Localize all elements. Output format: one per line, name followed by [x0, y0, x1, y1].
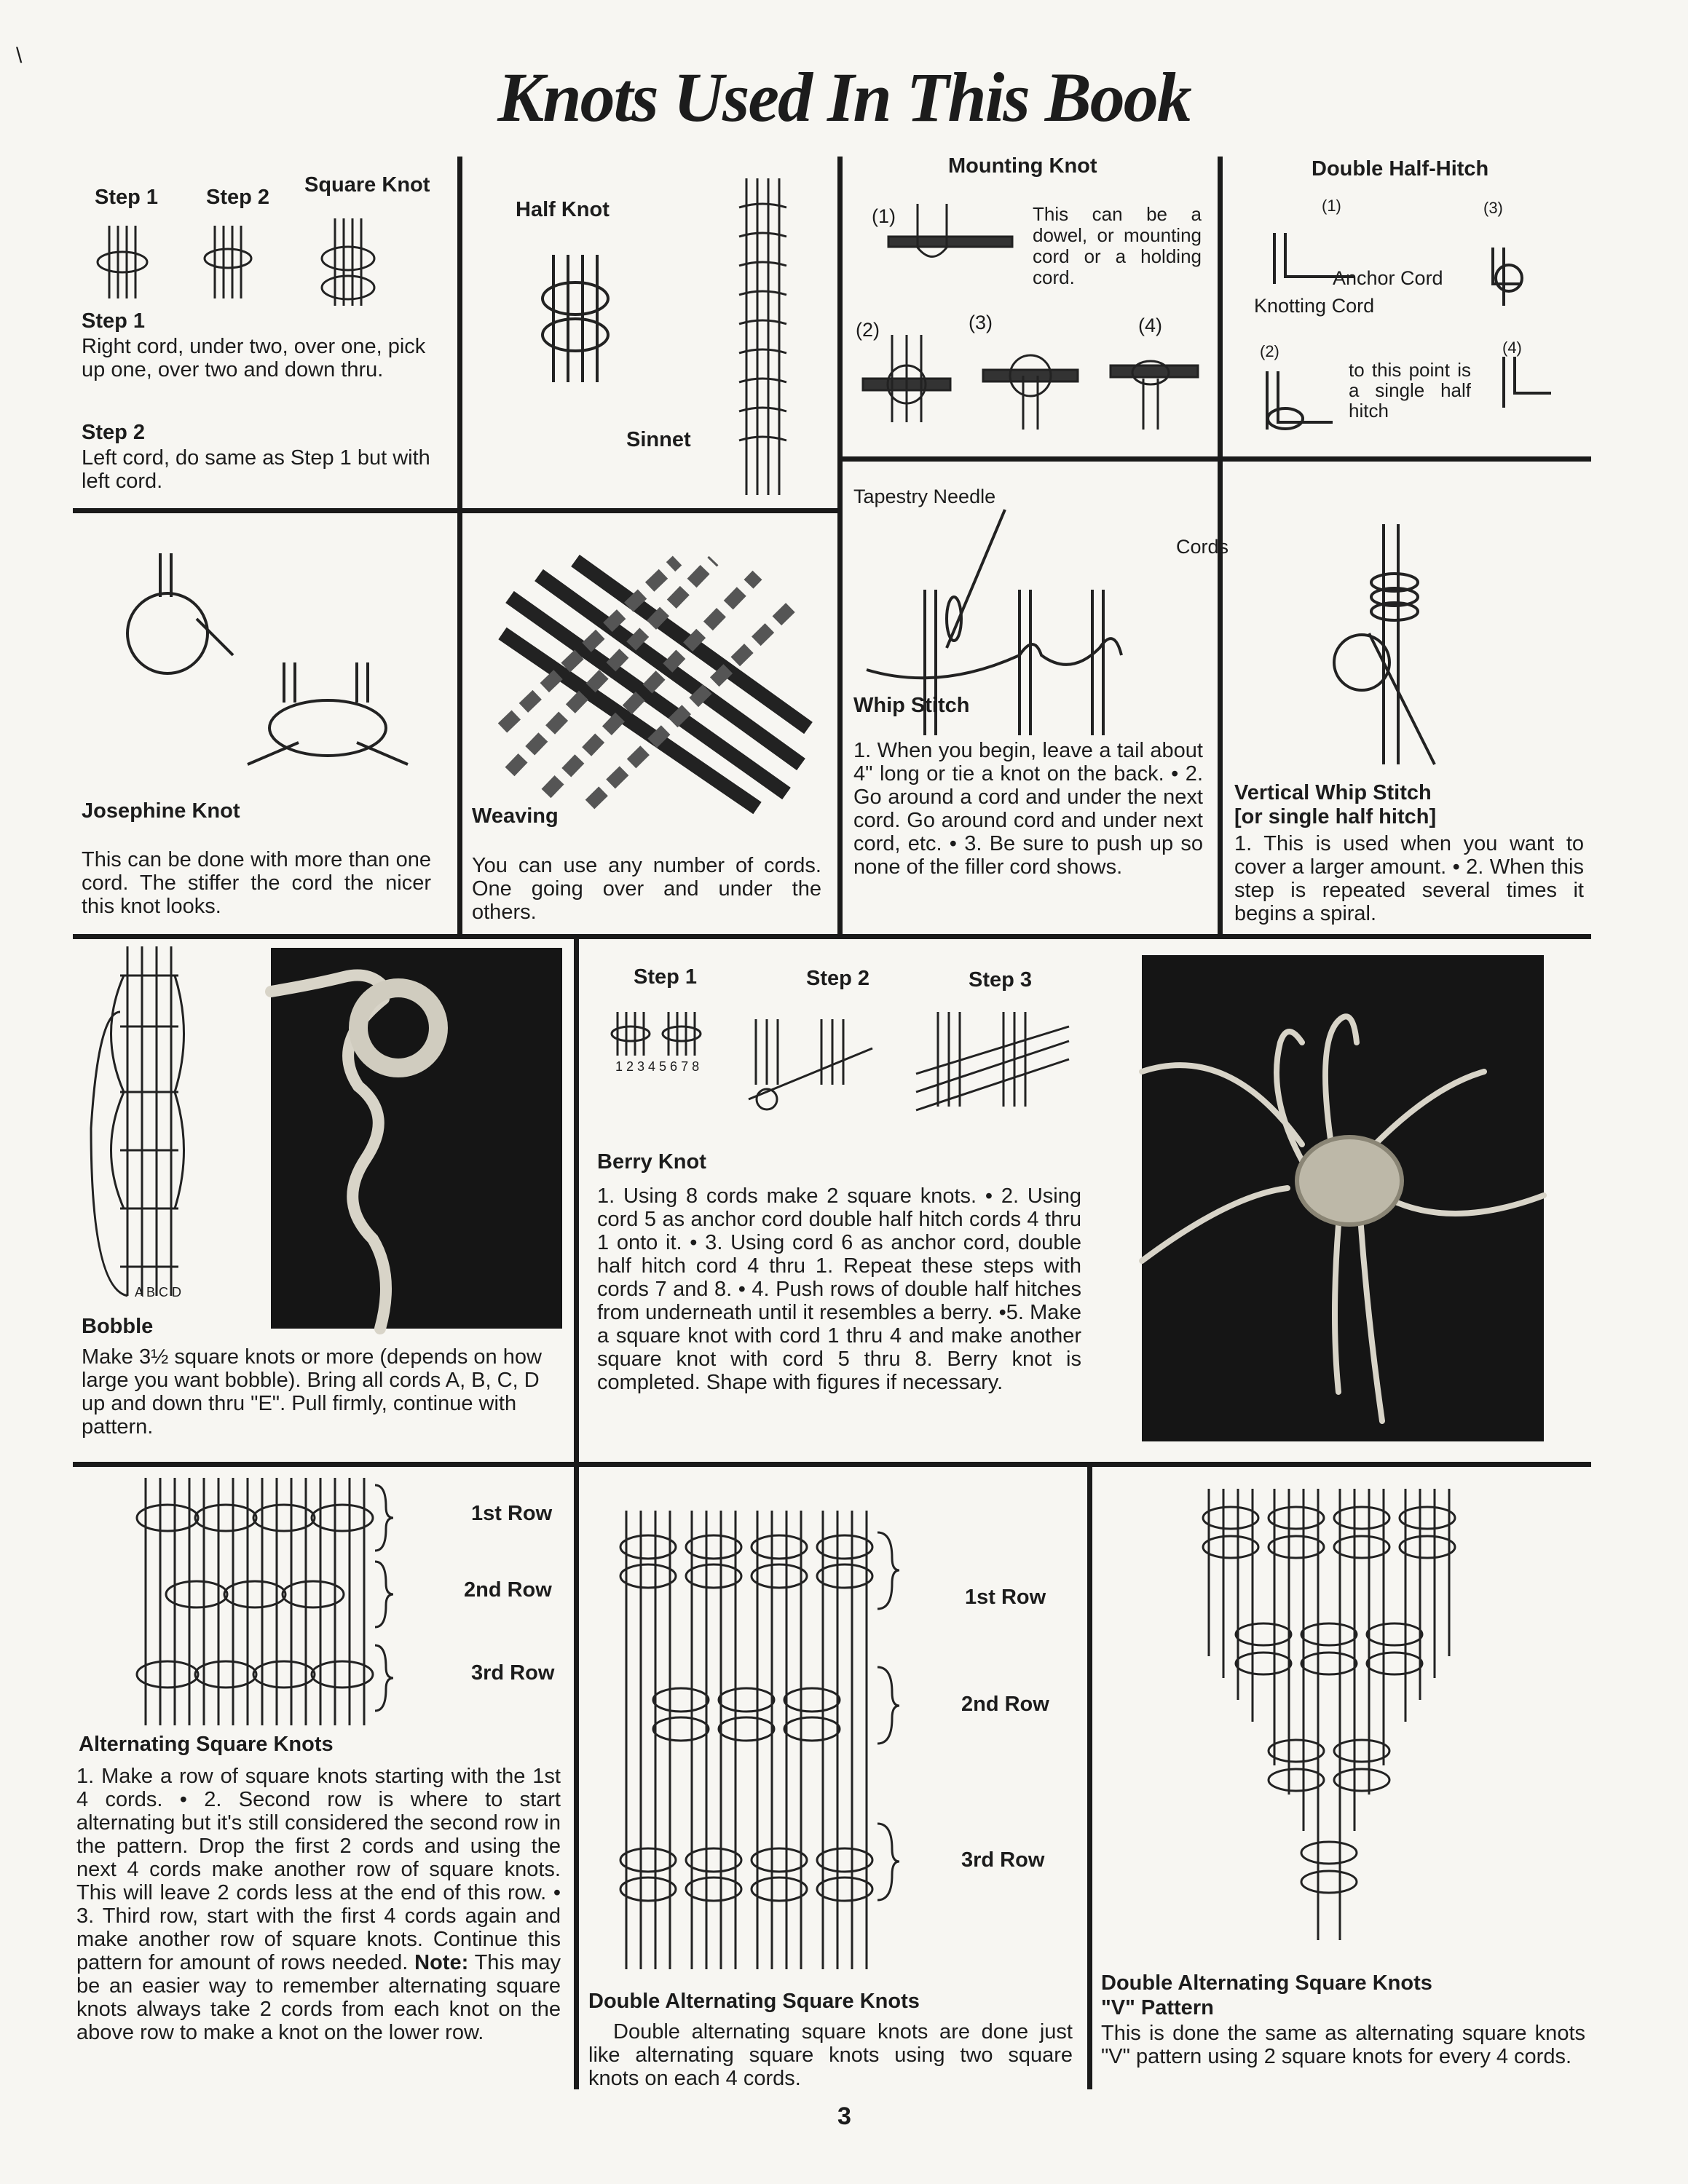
page-title: Knots Used In This Book: [497, 58, 1191, 136]
sinnet-illustration: [725, 178, 797, 499]
berry-step1-label: Step 1: [634, 965, 698, 989]
berry-knot-text: 1. Using 8 cords make 2 square knots. • 2. Using cord 5 as anchor cord double half hitch cords 4 thru 1 onto it. • 3. Using cord 6 as anchor cord, double half hitch cord 4 thru 1. Repeat these steps with cords 7 and 8. • 4. Push rows of double half hitches from underneath until it resembles a berry. •5. Make a square knot with cord 1 thru 4 and make another square knot with cord 5 thru 8. Berry knot is completed. Shape with figures if necessary.: [597, 1184, 1081, 1394]
divider: [73, 508, 839, 513]
josephine-knot-illustration: [117, 553, 408, 786]
alternating-knots-text: [76, 1765, 561, 2044]
dhh-step-2: (2): [1260, 342, 1279, 360]
vertical-whip-stitch-illustration: [1325, 524, 1471, 764]
weaving-heading: Weaving: [472, 804, 559, 828]
alternating-knots-note: This may be an easier way to remember alternating square knots always take 2 cords from each knot on the above row to make a knot on the lower row.: [76, 1951, 561, 2044]
divider: [457, 508, 462, 935]
dhh-step-4: (4): [1502, 339, 1522, 357]
v-pattern-subheading: "V" Pattern: [1101, 1996, 1214, 2019]
dalt-row3-label: 3rd Row: [961, 1848, 1045, 1872]
dhh-step-1: (1): [1322, 197, 1341, 215]
divider: [457, 157, 462, 513]
alt-row2-label: 2nd Row: [464, 1578, 552, 1602]
berry-knot-heading: Berry Knot: [597, 1150, 706, 1174]
whip-stitch-heading: Whip Stitch: [853, 694, 970, 717]
divider: [73, 934, 1591, 939]
tapestry-needle-label: Tapestry Needle: [853, 486, 996, 507]
sinnet-label: Sinnet: [626, 428, 691, 451]
alt-row3-label: 3rd Row: [471, 1661, 555, 1685]
v-pattern-illustration: [1194, 1489, 1500, 1955]
divider: [837, 456, 1591, 462]
step1-text: Right cord, under two, over one, pick up one, over two and down thru.: [82, 335, 426, 381]
alternating-knots-body: 1. Make a row of square knots starting with the 1st 4 cords. • 2. Second row is where to start alternating but it's still considered the second row in the pattern. Drop the first 2 cords and using the next 4 cords make another row of square knots. This will leave 2 cords less at the end of this row. • 3. Third row, start with the first 4 cords again and make another row of square knots. Continue this pattern for amount of rows needed.: [76, 1765, 561, 1974]
v-pattern-heading: Double Alternating Square Knots: [1101, 1971, 1432, 1995]
square-knot-illustration: [95, 211, 437, 313]
mount-step-1: (1): [872, 205, 896, 227]
alt-row1-label: 1st Row: [471, 1502, 553, 1525]
berry-step3-label: Step 3: [969, 968, 1033, 992]
divider: [1087, 1463, 1092, 2089]
berry-step2-label: Step 2: [806, 967, 870, 990]
corner-mark: \: [16, 44, 23, 68]
divider: [73, 1462, 1591, 1467]
divider: [574, 934, 579, 1465]
knotting-cord-label: Knotting Cord: [1254, 295, 1375, 317]
mounting-knot-illustration: [859, 204, 1202, 437]
cords-label: Cords: [1176, 536, 1229, 558]
step2-heading: Step 2: [82, 421, 146, 444]
dalt-row2-label: 2nd Row: [961, 1693, 1049, 1716]
bobble-text: Make 3½ square knots or more (depends on how large you want bobble). Bring all cords A, B, C, D up and down thru "E". Pull firmly, continue with pattern.: [82, 1345, 542, 1439]
step1-label: Step 1: [95, 186, 159, 209]
whip-stitch-text: 1. When you begin, leave a tail about 4" long or tie a knot on the back. • 2. Go around a cord and under the next cord. Go around cord and under next cord, etc. • 3. Be sure to push up so none of the filler cord shows.: [853, 739, 1203, 879]
mount-step-2: (2): [856, 319, 880, 341]
page-number: 3: [837, 2102, 851, 2130]
bobble-photo-cord: [271, 948, 562, 1329]
berry-photo-cords: [1142, 955, 1544, 1441]
weaving-text: You can use any number of cords. One going over and under the others.: [472, 854, 821, 924]
double-alternating-knots-illustration: [619, 1511, 961, 1977]
double-half-hitch-illustration: [1253, 211, 1573, 444]
bobble-illustration: [84, 946, 193, 1310]
half-knot-illustration: [532, 255, 626, 386]
alternating-knots-heading: Alternating Square Knots: [79, 1733, 334, 1756]
bobble-cord-letters: A B C D: [135, 1285, 182, 1299]
divider: [1218, 157, 1223, 461]
vertical-whip-stitch-text: 1. This is used when you want to cover a larger amount. • 2. When this step is repeated several times it begins a spiral.: [1234, 832, 1584, 925]
anchor-cord-label: Anchor Cord: [1333, 267, 1443, 289]
vertical-whip-stitch-subheading: [or single half hitch]: [1234, 805, 1437, 828]
berry-cord-numbers: 1 2 3 4 5 6 7 8: [615, 1059, 700, 1074]
step1-heading: Step 1: [82, 309, 146, 333]
mount-step-3: (3): [969, 312, 993, 333]
josephine-knot-heading: Josephine Knot: [82, 799, 240, 823]
weaving-illustration: [495, 553, 808, 808]
dalt-row1-label: 1st Row: [965, 1586, 1046, 1609]
mounting-knot-label: Mounting Knot: [948, 154, 1097, 178]
divider: [837, 157, 843, 935]
divider: [574, 1463, 579, 2089]
divider: [1218, 456, 1223, 935]
v-pattern-text: This is done the same as alternating square knots "V" pattern using 2 square knots for every 4 cords.: [1101, 2022, 1585, 2068]
bobble-heading: Bobble: [82, 1315, 154, 1338]
double-half-hitch-label: Double Half-Hitch: [1312, 157, 1489, 181]
berry-knot-photo: [1142, 955, 1544, 1441]
dhh-step-3: (3): [1483, 199, 1503, 217]
mount-step-4: (4): [1138, 314, 1162, 336]
bobble-photo: [271, 948, 562, 1329]
dhh-note: to this point is a single half hitch: [1349, 359, 1471, 422]
half-knot-label: Half Knot: [516, 198, 610, 221]
josephine-knot-text: This can be done with more than one cord. The stiffer the cord the nicer this knot looks.: [82, 848, 431, 918]
square-knot-label: Square Knot: [304, 173, 430, 197]
vertical-whip-stitch-heading: Vertical Whip Stitch: [1234, 781, 1432, 804]
double-alternating-knots-text: Double alternating square knots are done just like alternating square knots using two square knots on each 4 cords.: [588, 2020, 1073, 2090]
double-alternating-knots-heading: Double Alternating Square Knots: [588, 1990, 920, 2013]
step2-text: Left cord, do same as Step 1 but with left cord.: [82, 446, 430, 493]
alternating-knots-note-label: Note:: [414, 1951, 469, 1974]
step2-label: Step 2: [206, 186, 270, 209]
alternating-knots-illustration: [138, 1478, 459, 1725]
mounting-note: This can be a dowel, or mounting cord or a holding cord.: [1033, 203, 1202, 288]
